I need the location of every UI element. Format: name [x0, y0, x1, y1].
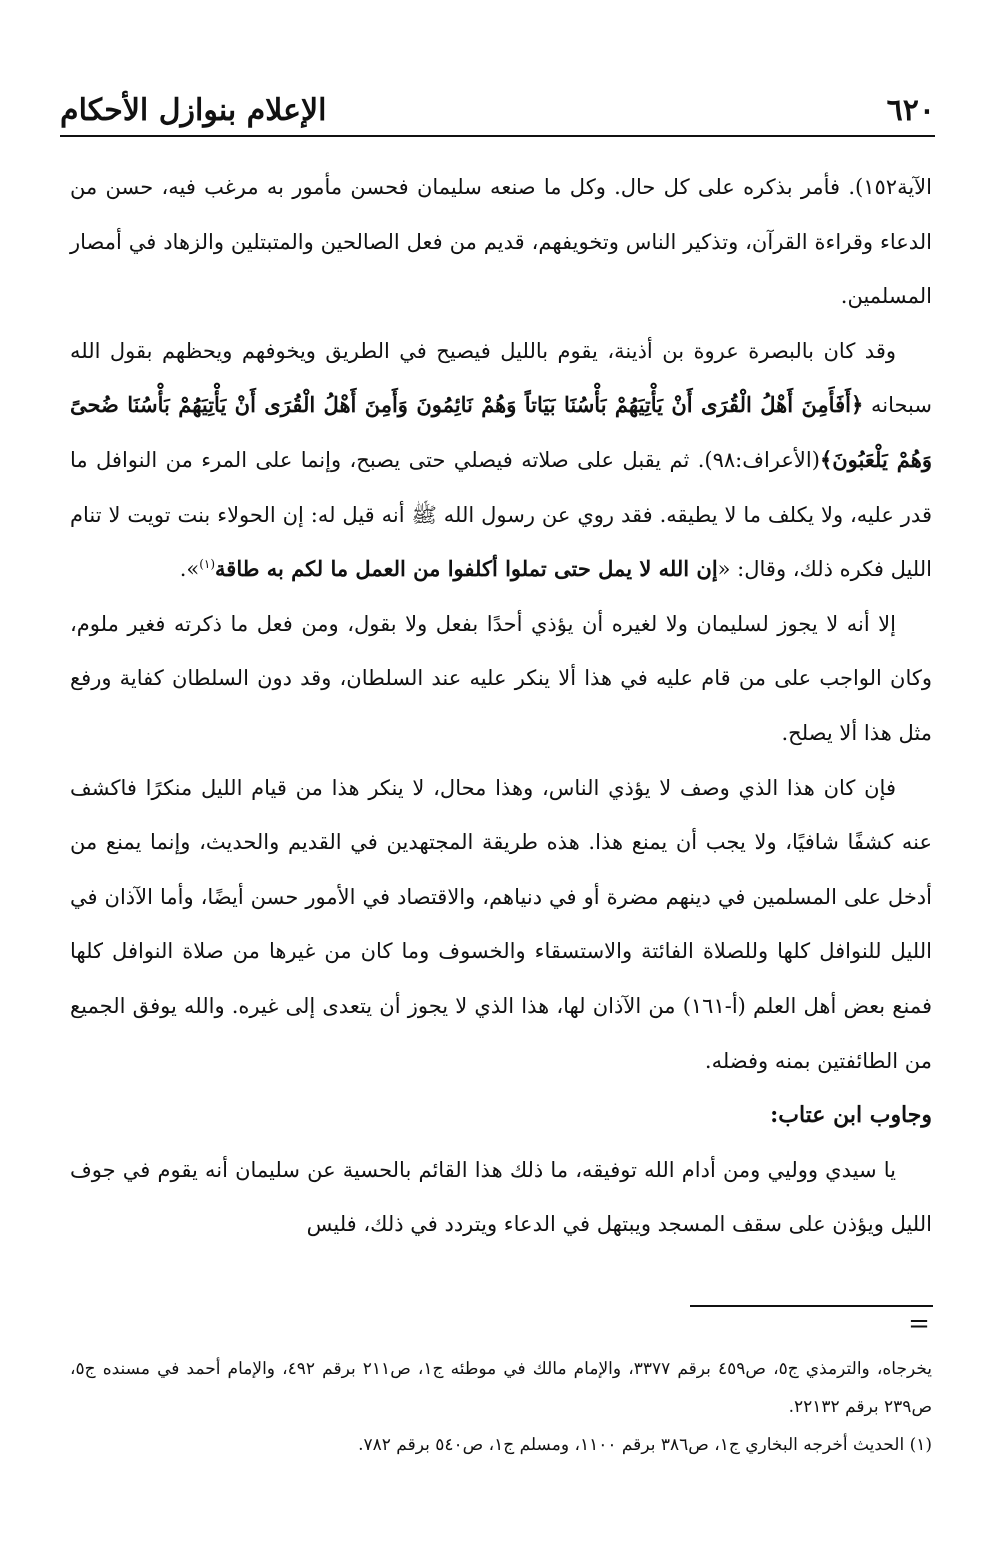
footnote-separator	[690, 1305, 933, 1307]
footnote-continued: يخرجاه، والترمذي ج٥، ص٤٥٩ برقم ٣٣٧٧، والإمام مالك في موطئه ج١، ص٢١١ برقم ٤٩٢، والإمام أحمد في مسنده ج٥، ص٢٣٩ برقم ٢٢١٣٢.	[70, 1359, 933, 1417]
paragraph-3: إلا أنه لا يجوز لسليمان ولا لغيره أن يؤذي أحدًا بفعل ولا بقول، ومن فعل ما ذكرته فغير ملوم، وكان الواجب على من قام عليه في هذا ألا ينكر عليه عند السلطان، وقد دون السلطان كفاية ورفع مثل هذا ألا يصلح.	[70, 611, 932, 745]
paragraph-2-intro: وقد كان بالبصرة عروة بن أذينة، يقوم بالليل فيصيح في الطريق ويخوفهم ويحظهم بقول الله سبحانه	[70, 338, 932, 418]
running-header	[60, 85, 935, 137]
hadith-text: إن الله لا يمل حتى تملوا أكلفوا من العمل ما لكم به طاقة	[215, 556, 718, 582]
paragraph-1: الآية١٥٢). فأمر بذكره على كل حال. وكل ما صنعه سليمان فحسن مأمور به مرغب فيه، حسن من الدعاء وقراءة القرآن، وتذكير الناس وتخويفهم، قديم من فعل الصالحين والمتبتلين والزهاد في أمصار المسلمين.	[70, 175, 932, 309]
paragraph-5: يا سيدي ووليي ومن أدام الله توفيقه، ما ذلك هذا القائم بالحسية عن سليمان أنه يقوم في جوف الليل ويؤذن على سقف المسجد ويبتهل في الدعاء ويتردد في ذلك، فليس	[70, 1157, 932, 1237]
footnote-ref-1: (١)	[199, 557, 216, 572]
paragraph-2-body: (الأعراف:٩٨). ثم يقبل على صلاته فيصلي حتى يصبح، وإنما على المرء من النوافل ما قدر عليه، ولا يكلف ما لا يطيقه. فقد روي عن رسول الله ﷺ أنه قيل له: إن الحولاء بنت تويت لا تنام الليل فكره ذلك، وقال: «	[70, 447, 932, 582]
paragraph-2-end: ».	[179, 557, 200, 582]
paragraph-2	[70, 324, 932, 597]
footnote-continuation-mark: =	[908, 1309, 930, 1339]
footnotes	[70, 1350, 932, 1464]
quran-verse: ﴿أَفَأَمِنَ أَهْلُ الْقُرَى أَنْ يَأْتِيَهُمْ بَأْسُنَا بَيَاتاً وَهُمْ نَائِمُونَ وَأَمِنَ أَهْلُ الْقُرَى أَنْ يَأْتِيَهُمْ بَأْسُنَا ضُحىً وَهُمْ يَلْعَبُونَ﴾	[70, 392, 932, 472]
footnote-1: (١) الحديث أخرجه البخاري ج١، ص٣٨٦ برقم ١١٠٠، ومسلم ج١، ص٥٤٠ برقم ٧٨٢.	[358, 1435, 932, 1455]
main-text	[70, 160, 932, 1252]
page-number: ٦٢٠	[886, 93, 935, 128]
book-title: الإعلام بنوازل الأحكام	[60, 93, 327, 128]
section-subheading: وجاوب ابن عتاب:	[770, 1102, 932, 1129]
paragraph-4: فإن كان هذا الذي وصف لا يؤذي الناس، وهذا محال، لا ينكر هذا من قيام الليل منكرًا فاكشف عنه كشفًا شافيًا، ولا يجب أن يمنع هذا. هذه طريقة المجتهدين في القديم والحديث، وإنما يمنع من أدخل على المسلمين في دينهم مضرة أو في دنياهم، والاقتصاد في الأمور حسن أيضًا، وأما الآذان في الليل للنوافل كلها وللصلاة الفائتة والاستسقاء والخسوف وما كان من غيرها من صلاة النوافل كلها فمنع بعض أهل العلم (أ-١٦١) من الآذان لها، هذا الذي لا يجوز أن يتعدى إلى غيره. والله يوفق الجميع من الطائفتين بمنه وفضله.	[70, 775, 932, 1073]
